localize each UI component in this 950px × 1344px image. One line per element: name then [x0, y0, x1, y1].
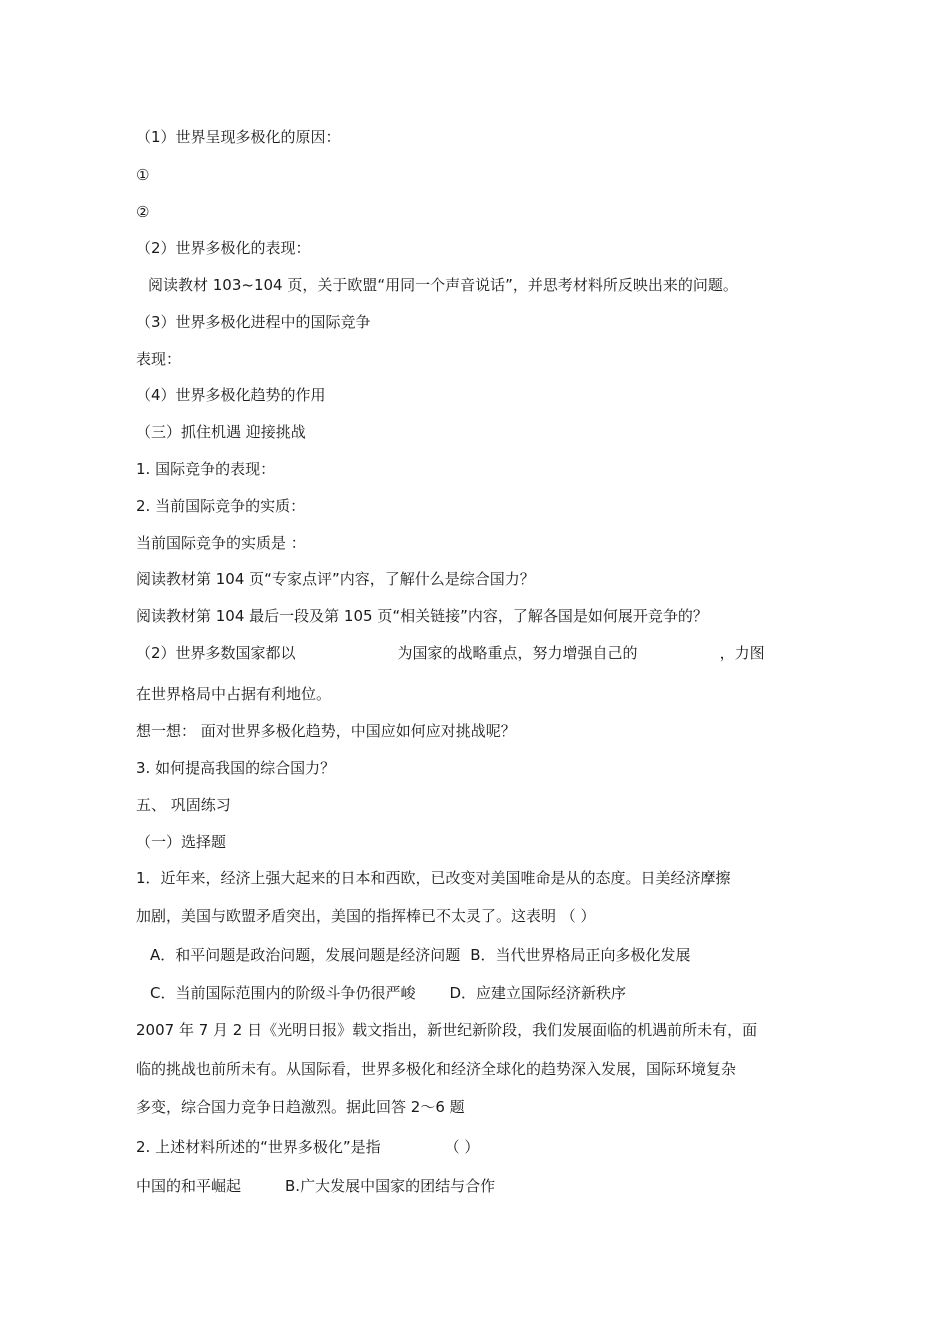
question-text: 加剧，美国与欧盟矛盾突出，美国的指挥棒已不太灵了。这表明 （ ） [136, 907, 596, 925]
fill-in-line [136, 643, 765, 663]
question-text: 1．近年来，经济上强大起来的日本和西欧，已改变对美国唯命是从的态度。日美经济摩擦 [136, 869, 731, 887]
text-line: 阅读教材第 104 页“专家点评”内容，了解什么是综合国力？ [136, 570, 535, 588]
option-a: 中国的和平崛起 [136, 1177, 242, 1195]
option-c: C．当前国际范围内的阶级斗争仍很严峻 [150, 984, 416, 1002]
text-line: 在世界格局中占据有利地位。 [136, 685, 332, 703]
passage-text: 多变，综合国力竞争日趋激烈。据此回答 2～6 题 [136, 1098, 465, 1116]
passage-text: 2007 年 7 月 2 日《光明日报》载文指出，新世纪新阶段，我们发展面临的机遇前所未有，面 [136, 1021, 758, 1039]
option-row [136, 1176, 495, 1196]
text-line: 当前国际竞争的实质是 ： [136, 534, 306, 552]
text-line: 2. 当前国际竞争的实质： [136, 497, 306, 515]
option-b: B.广大发展中国家的团结与合作 [285, 1177, 496, 1195]
text-line: （4）世界多极化趋势的作用 [136, 386, 326, 404]
option-b: B．当代世界格局正向多极化发展 [470, 946, 691, 964]
text-line: 表现： [136, 350, 182, 368]
text-segment: ，力图 [719, 644, 765, 662]
passage-text: 临的挑战也前所未有。从国际看，世界多极化和经济全球化的趋势深入发展，国际环境复杂 [136, 1060, 737, 1078]
text-line: 想一想： 面对世界多极化趋势，中国应如何应对挑战呢？ [136, 722, 516, 740]
text-line: 阅读教材 103~104 页，关于欧盟“用同一个声音说话”，并思考材料所反映出来的问题。 [148, 276, 738, 294]
option-d: D．应建立国际经济新秩序 [449, 984, 627, 1002]
section-heading: （一）选择题 [136, 833, 227, 851]
section-heading: 五、 巩固练习 [136, 796, 231, 814]
text-line: （三）抓住机遇 迎接挑战 [136, 423, 306, 441]
text-line: ② [136, 203, 150, 221]
option-a: A．和平问题是政治问题，发展问题是经济问题 [150, 946, 461, 964]
text-line: （1）世界呈现多极化的原因： [136, 128, 341, 146]
question-stem: 2. 上述材料所述的“世界多极化”是指 [136, 1138, 381, 1156]
text-segment: （2）世界多数国家都以 [136, 644, 296, 662]
text-segment: 为国家的战略重点，努力增强自己的 [397, 644, 638, 662]
text-line: 阅读教材第 104 最后一段及第 105 页“相关链接”内容，了解各国是如何展开竞争的？ [136, 607, 708, 625]
text-line: 3. 如何提高我国的综合国力？ [136, 759, 336, 777]
text-line: 1. 国际竞争的表现： [136, 460, 276, 478]
option-row [150, 945, 691, 965]
question-text [136, 1137, 479, 1157]
option-row [150, 983, 626, 1003]
text-line: （3）世界多极化进程中的国际竞争 [136, 313, 371, 331]
answer-bracket: （ ） [444, 1138, 480, 1156]
text-line: ① [136, 166, 150, 184]
text-line: （2）世界多极化的表现： [136, 239, 311, 257]
